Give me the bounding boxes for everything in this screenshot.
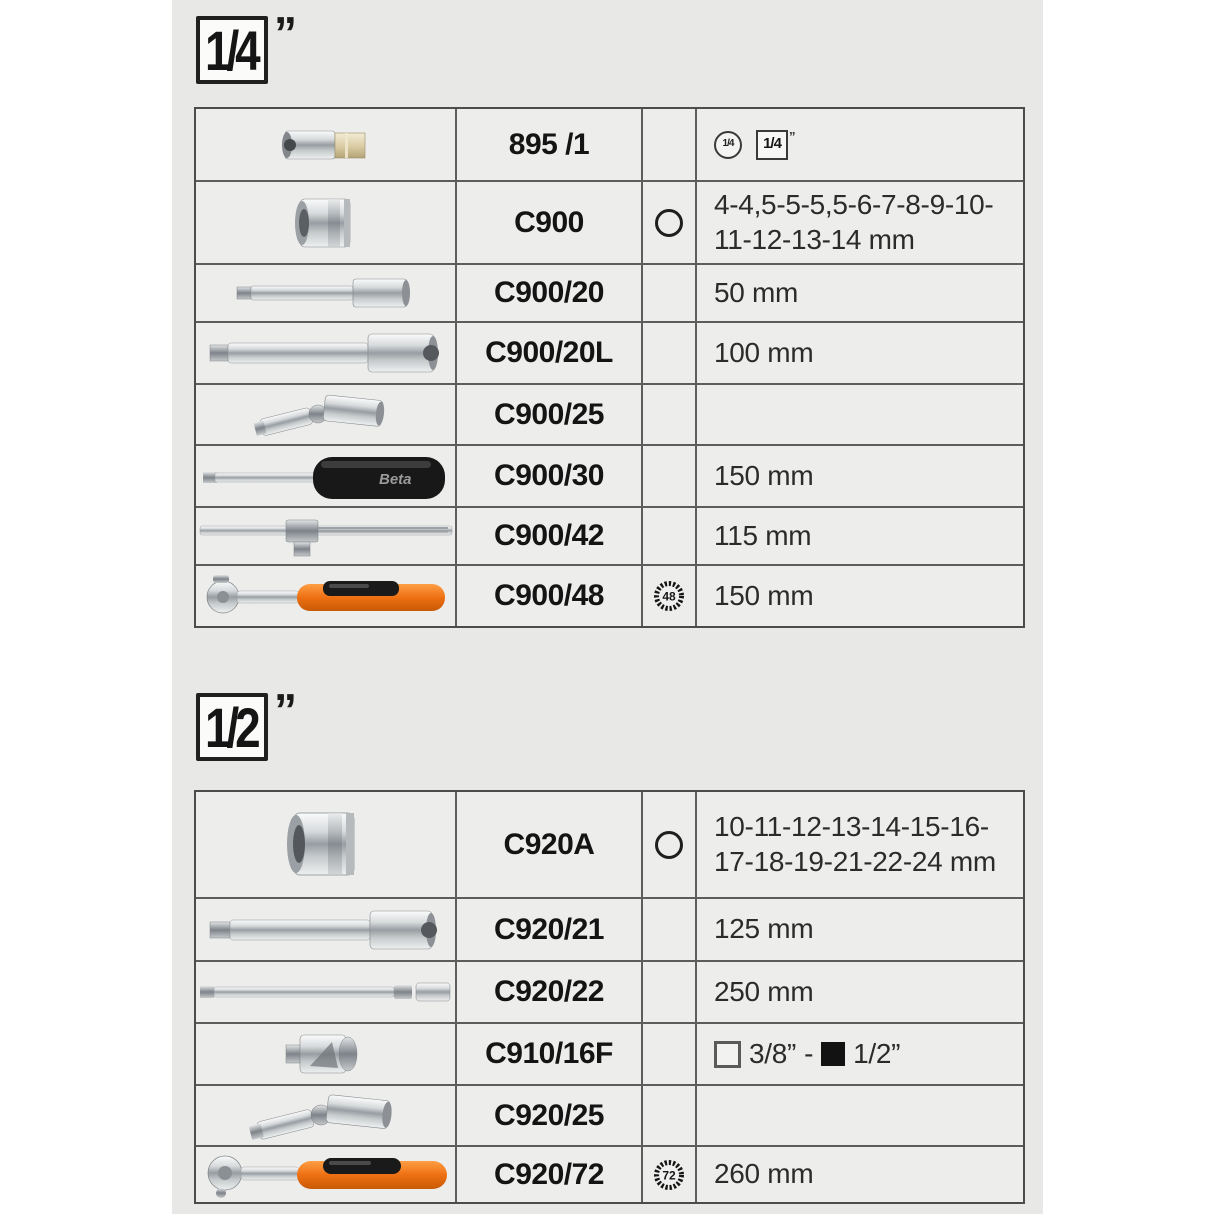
product-code: C900/30 (455, 446, 641, 506)
badge-label: 1/2 (204, 695, 257, 759)
quarter-inch-box-icon: 1/4 (756, 130, 788, 160)
tool-image-cell (196, 385, 455, 444)
spec-cell (695, 446, 1023, 506)
icon-cell (641, 508, 695, 564)
size-range: 4-4,5-5-5,5-6-7-8-9-10-11-12-13-14 mm (714, 189, 994, 255)
hex-socket-ring-icon (655, 209, 683, 237)
icon-cell (641, 566, 695, 626)
length-value: 150 mm (714, 579, 814, 611)
tool-image-cell (196, 962, 455, 1022)
square-drive-adapter-image (276, 1028, 376, 1080)
length-value: 100 mm (714, 336, 814, 368)
icon-cell (641, 323, 695, 383)
icon-cell (641, 385, 695, 444)
product-code: C900/20 (455, 265, 641, 321)
product-code: C920A (455, 792, 641, 897)
spec-cell (695, 323, 1023, 383)
product-code: C920/25 (455, 1086, 641, 1145)
length-value: 260 mm (714, 1158, 814, 1190)
sliding-t-handle-image (198, 510, 454, 562)
length-value: 250 mm (714, 975, 814, 1007)
icon-cell (641, 109, 695, 180)
spec-cell (695, 1086, 1023, 1145)
table-row (196, 263, 1023, 321)
spec-cell (695, 182, 1023, 263)
tool-image-cell (196, 792, 455, 897)
hex-socket-ring-icon (655, 831, 683, 859)
tool-image-cell (196, 446, 455, 506)
tool-image-cell (196, 1024, 455, 1084)
svg-text:48: 48 (662, 589, 676, 604)
table-row (196, 321, 1023, 383)
hex-socket-image (286, 194, 366, 252)
table-row (196, 960, 1023, 1022)
icon-cell (641, 446, 695, 506)
product-code: C910/16F (455, 1024, 641, 1084)
length-value: 115 mm (714, 519, 812, 551)
table-row (196, 1145, 1023, 1202)
ratchet-teeth-count-icon (653, 1159, 685, 1191)
tool-image-cell (196, 1086, 455, 1145)
icon-cell (641, 1024, 695, 1084)
table-row (196, 792, 1023, 897)
tool-image-cell (196, 1147, 455, 1202)
table-row (196, 564, 1023, 626)
tool-image-cell (196, 323, 455, 383)
product-code: C900/20L (455, 323, 641, 383)
product-code: C900/42 (455, 508, 641, 564)
badge-inch-mark: ” (274, 684, 294, 736)
square-size-label: 3/8” (749, 1037, 797, 1069)
length-value: 50 mm (714, 276, 799, 308)
spec-cell (695, 109, 1023, 180)
product-code: C920/21 (455, 899, 641, 960)
extension-bar-long-image (206, 328, 446, 378)
universal-joint-image (246, 388, 406, 442)
spec-cell (695, 1147, 1023, 1202)
quarter-inch-circle-icon: 1/4 (714, 131, 742, 159)
inch-mark: ” (789, 128, 796, 144)
spec-table-half-inch (194, 790, 1025, 1204)
square-size-label: 1/2” (853, 1037, 901, 1069)
ratchet-image (201, 1149, 451, 1201)
spec-cell (695, 566, 1023, 626)
length-value: 125 mm (714, 913, 814, 945)
length-value: 150 mm (714, 459, 814, 491)
icon-cell (641, 1086, 695, 1145)
handle-brand-text: Beta (378, 471, 412, 488)
table-row (196, 444, 1023, 506)
spec-cell (695, 962, 1023, 1022)
icon-cell (641, 962, 695, 1022)
badge-label: 1/4 (204, 18, 257, 82)
spinner-handle-image (201, 449, 451, 503)
tool-image-cell (196, 265, 455, 321)
product-code: C900/25 (455, 385, 641, 444)
icon-cell (641, 792, 695, 897)
table-row (196, 109, 1023, 180)
icon-cell (641, 1147, 695, 1202)
spec-cell (695, 265, 1023, 321)
table-row (196, 383, 1023, 444)
product-code: C920/22 (455, 962, 641, 1022)
bit-adapter-image (271, 121, 381, 169)
svg-text:72: 72 (662, 1168, 676, 1182)
badge-inch-mark: ” (274, 7, 294, 59)
icon-cell (641, 182, 695, 263)
tool-image-cell (196, 182, 455, 263)
universal-joint-image (241, 1088, 411, 1144)
table-row (196, 897, 1023, 960)
table-row (196, 180, 1023, 263)
size-range: 10-11-12-13-14-15-16-17-18-19-21-22-24 mm (714, 811, 996, 877)
filled-square-icon (821, 1042, 845, 1066)
product-code: C900/48 (455, 566, 641, 626)
extension-bar-thin-image (198, 972, 454, 1012)
icon-cell (641, 899, 695, 960)
ratchet-image (201, 570, 451, 622)
ratchet-teeth-count-icon (653, 580, 685, 612)
extension-bar-image (206, 903, 446, 957)
tool-image-cell (196, 508, 455, 564)
table-row (196, 1022, 1023, 1084)
product-code: C900 (455, 182, 641, 263)
tool-image-cell (196, 899, 455, 960)
extension-bar-image (233, 272, 418, 314)
spec-cell (695, 508, 1023, 564)
drive-size-badge-quarter (196, 16, 268, 84)
table-row (196, 1084, 1023, 1145)
spec-cell (695, 792, 1023, 897)
product-code: 895 /1 (455, 109, 641, 180)
table-row (196, 506, 1023, 564)
drive-size-badge-half (196, 693, 268, 761)
hex-socket-large-image (276, 807, 376, 883)
product-code: C920/72 (455, 1147, 641, 1202)
tool-image-cell (196, 566, 455, 626)
spec-cell (695, 385, 1023, 444)
separator: - (804, 1037, 814, 1069)
open-square-icon (714, 1041, 741, 1068)
icon-cell (641, 265, 695, 321)
spec-table-quarter-inch (194, 107, 1025, 628)
spec-cell (695, 1024, 1023, 1084)
tool-image-cell (196, 109, 455, 180)
spec-cell (695, 899, 1023, 960)
